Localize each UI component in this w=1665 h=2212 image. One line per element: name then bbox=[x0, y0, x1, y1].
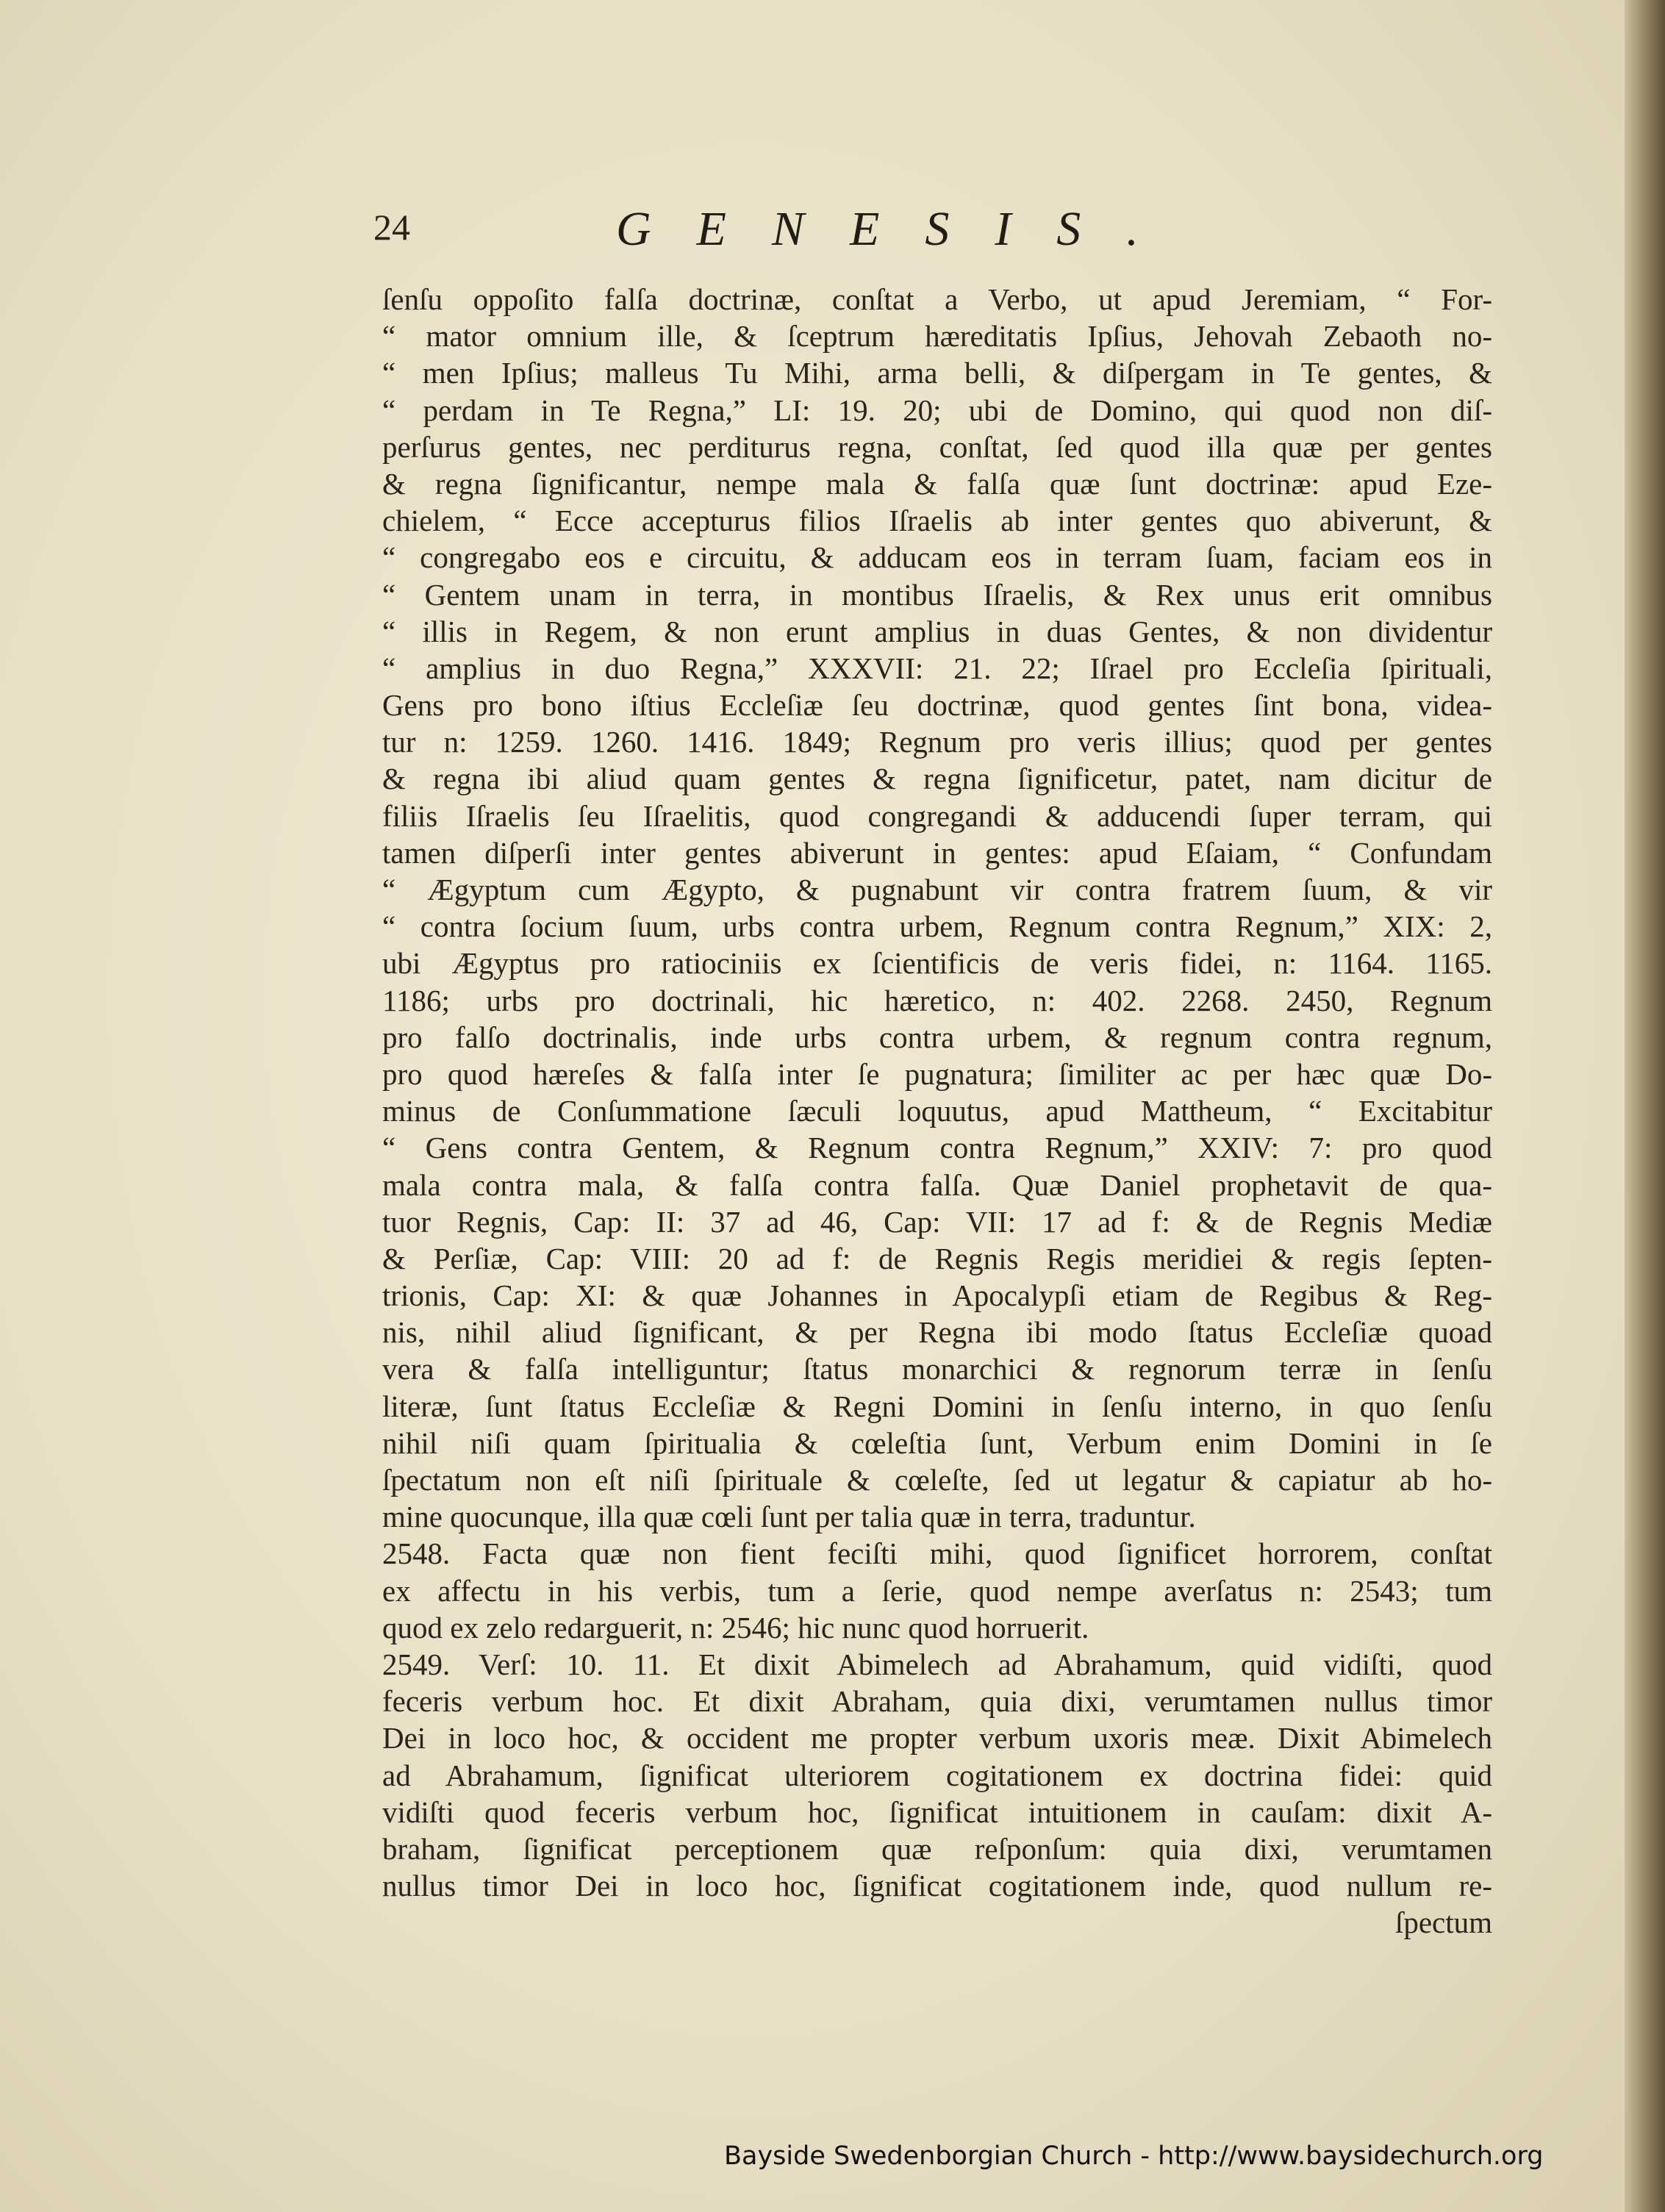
page-number: 24 bbox=[373, 207, 410, 248]
text-line: Gens pro bono iſtius Eccleſiæ ſeu doctrinæ, quod gentes ſint bona, videa- bbox=[382, 688, 1492, 723]
text-line: ad Abrahamum, ſignificat ulteriorem cogitationem ex doctrina fidei: quid bbox=[382, 1758, 1492, 1792]
text-line: “ amplius in duo Regna,” XXXVII: 21. 22; Iſrael pro Eccleſia ſpirituali, bbox=[382, 651, 1492, 685]
text-line: “ congregabo eos e circuitu, & adducam eos in terram ſuam, faciam eos in bbox=[382, 540, 1492, 575]
text-line: 1186; urbs pro doctrinali, hic hæretico, n: 402. 2268. 2450, Regnum bbox=[382, 983, 1492, 1017]
text-line: “ men Ipſius; malleus Tu Mihi, arma belli, & diſpergam in Te gentes, & bbox=[382, 356, 1492, 390]
text-line: & regna ibi aliud quam gentes & regna ſignificetur, patet, nam dicitur de bbox=[382, 762, 1492, 796]
text-line: ubi Ægyptus pro ratiociniis ex ſcientificis de veris fidei, n: 1164. 1165. bbox=[382, 946, 1492, 981]
text-line: tamen diſperſi inter gentes abiverunt in gentes: apud Eſaiam, “ Confundam bbox=[382, 835, 1492, 870]
text-line: “ contra ſocium ſuum, urbs contra urbem, Regnum contra Regnum,” XIX: 2, bbox=[382, 909, 1492, 944]
text-line: filiis Iſraelis ſeu Iſraelitis, quod congregandi & adducendi ſuper terram, qui bbox=[382, 798, 1492, 833]
text-line: ex affectu in his verbis, tum a ſerie, quod nempe averſatus n: 2543; tum bbox=[382, 1573, 1492, 1608]
text-line: literæ, ſunt ſtatus Eccleſiæ & Regni Domini in ſenſu interno, in quo ſenſu bbox=[382, 1389, 1492, 1423]
text-line: mala contra mala, & falſa contra falſa. Quæ Daniel prophetavit de qua- bbox=[382, 1167, 1492, 1202]
text-line: “ Gentem unam in terra, in montibus Iſraelis, & Rex unus erit omnibus bbox=[382, 577, 1492, 612]
text-line: “ perdam in Te Regna,” LI: 19. 20; ubi de Domino, qui quod non diſ- bbox=[382, 393, 1492, 427]
text-line: nis, nihil aliud ſignificant, & per Regna ibi modo ſtatus Eccleſiæ quoad bbox=[382, 1315, 1492, 1350]
text-line: braham, ſignificat perceptionem quæ reſponſum: quia dixi, verumtamen bbox=[382, 1831, 1492, 1866]
text-line: “ illis in Regem, & non erunt amplius in duas Gentes, & non dividentur bbox=[382, 614, 1492, 648]
watermark-caption: Bayside Swedenborgian Church - http://www.baysidechurch.org bbox=[724, 2141, 1544, 2171]
text-line: & regna ſignificantur, nempe mala & falſa quæ ſunt doctrinæ: apud Eze- bbox=[382, 466, 1492, 501]
page-header bbox=[373, 202, 1535, 265]
text-line: “ Gens contra Gentem, & Regnum contra Regnum,” XXIV: 7: pro quod bbox=[382, 1131, 1492, 1165]
text-line: perſurus gentes, nec perditurus regna, conſtat, ſed quod illa quæ per gentes bbox=[382, 429, 1492, 464]
text-line: tuor Regnis, Cap: II: 37 ad 46, Cap: VII: 17 ad f: & de Regnis Mediæ bbox=[382, 1204, 1492, 1239]
text-line: trionis, Cap: XI: & quæ Johannes in Apocalypſi etiam de Regibus & Reg- bbox=[382, 1278, 1492, 1313]
text-line: 2548. Facta quæ non fient feciſti mihi, quod ſignificet horrorem, conſtat bbox=[382, 1536, 1492, 1571]
catchword: ſpectum bbox=[1394, 1905, 1492, 1940]
text-line: tur n: 1259. 1260. 1416. 1849; Regnum pro veris illius; quod per gentes bbox=[382, 725, 1492, 759]
text-line: 2549. Verſ: 10. 11. Et dixit Abimelech ad Abrahamum, quid vidiſti, quod bbox=[382, 1647, 1492, 1681]
text-line: Dei in loco hoc, & occident me propter verbum uxoris meæ. Dixit Abimelech bbox=[382, 1721, 1492, 1755]
text-line: nullus timor Dei in loco hoc, ſignificat cogitationem inde, quod nullum re- bbox=[382, 1869, 1492, 1903]
text-line: vera & falſa intelliguntur; ſtatus monarchici & regnorum terræ in ſenſu bbox=[382, 1352, 1492, 1386]
body-text bbox=[382, 281, 1492, 1941]
text-line: pro falſo doctrinalis, inde urbs contra urbem, & regnum contra regnum, bbox=[382, 1020, 1492, 1054]
text-line: mine quocunque, illa quæ cœli ſunt per talia quæ in terra, traduntur. bbox=[382, 1500, 1196, 1534]
text-line: minus de Conſummatione ſæculi loquutus, apud Mattheum, “ Excitabitur bbox=[382, 1094, 1492, 1128]
page-gutter bbox=[1625, 0, 1665, 2212]
text-line: “ Ægyptum cum Ægypto, & pugnabunt vir contra fratrem ſuum, & vir bbox=[382, 873, 1492, 906]
text-line: quod ex zelo redarguerit, n: 2546; hic nunc quod horruerit. bbox=[382, 1610, 1089, 1644]
text-line: chielem, “ Ecce accepturus filios Iſraelis ab inter gentes quo abiverunt, & bbox=[382, 504, 1492, 538]
text-line: vidiſti quod feceris verbum hoc, ſignificat intuitionem in cauſam: dixit A- bbox=[382, 1794, 1492, 1829]
text-line: pro quod hæreſes & falſa inter ſe pugnatura; ſimiliter ac per hæc quæ Do- bbox=[382, 1056, 1492, 1091]
text-line: feceris verbum hoc. Et dixit Abraham, quia dixi, verumtamen nullus timor bbox=[382, 1684, 1492, 1719]
text-line: ſenſu oppoſito falſa doctrinæ, conſtat a Verbo, ut apud Jeremiam, “ For- bbox=[382, 282, 1492, 316]
text-line: “ mator omnium ille, & ſceptrum hæreditatis Ipſius, Jehovah Zebaoth no- bbox=[382, 319, 1492, 354]
text-line: & Perſiæ, Cap: VIII: 20 ad f: de Regnis Regis meridiei & regis ſepten- bbox=[382, 1241, 1492, 1275]
text-line: ſpectatum non eſt niſi ſpirituale & cœleſte, ſed ut legatur & capiatur ab ho- bbox=[382, 1463, 1492, 1497]
running-title: GENESIS. bbox=[616, 202, 1184, 256]
text-line: nihil niſi quam ſpiritualia & cœleſtia ſunt, Verbum enim Domini in ſe bbox=[382, 1425, 1492, 1460]
